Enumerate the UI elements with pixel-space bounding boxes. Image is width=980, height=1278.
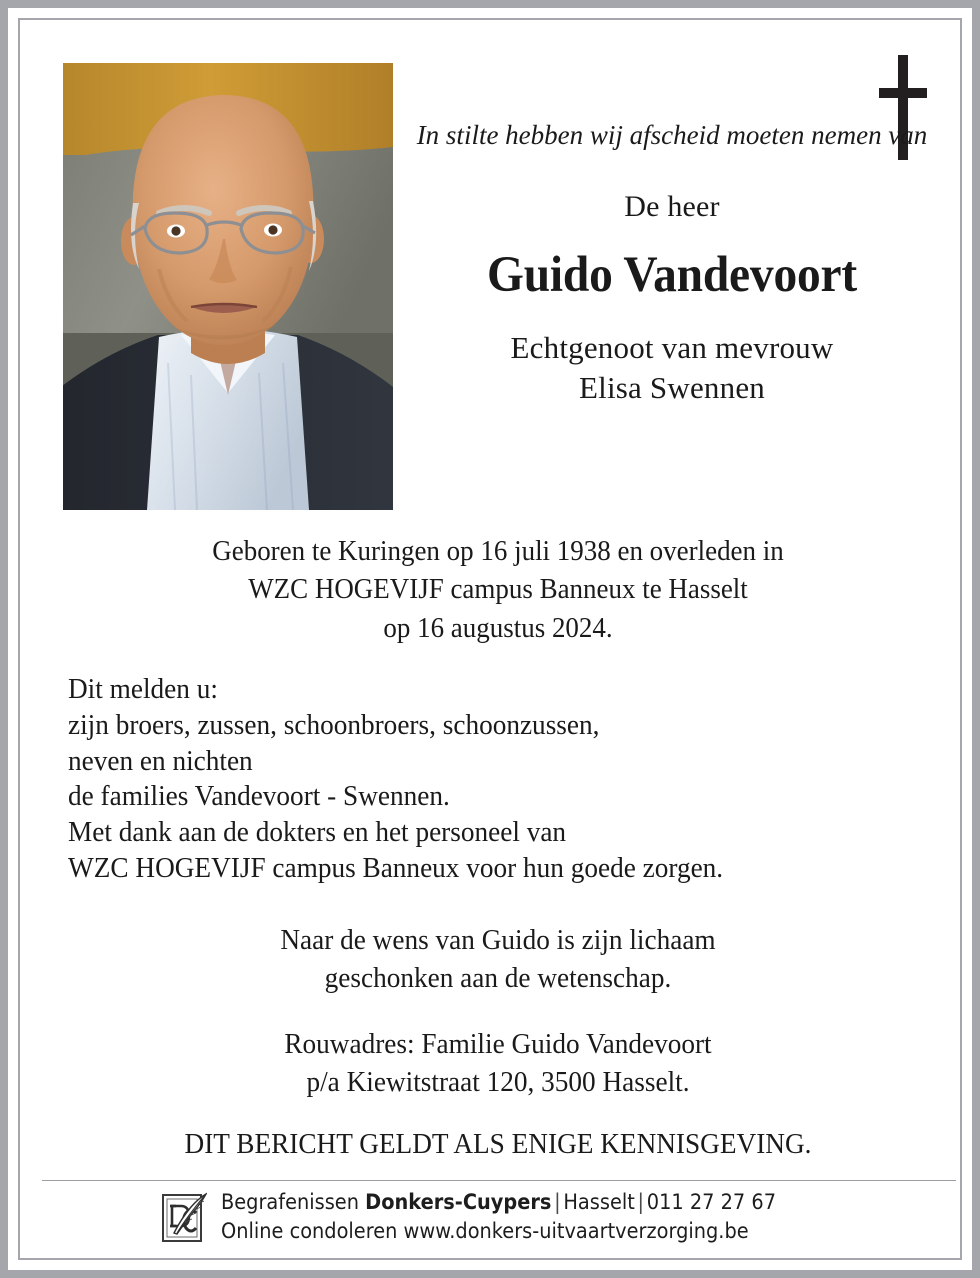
address-line-2: p/a Kiewitstraat 120, 3500 Hasselt. <box>306 1065 690 1098</box>
spouse-info <box>408 328 936 407</box>
header-text-column <box>408 63 936 407</box>
sole-notice-statement: DIT BERICHT GELDT ALS ENIGE KENNISGEVING. <box>184 1128 812 1160</box>
birth-death-details <box>91 532 906 647</box>
honorific: De heer <box>624 189 720 223</box>
announcement-line: de families Vandevoort - Swennen. <box>68 780 450 813</box>
address-line-1: Rouwadres: Familie Guido Vandevoort <box>284 1028 712 1060</box>
footer-line-1 <box>221 1189 776 1218</box>
spouse-line-1: Echtgenoot van mevrouw <box>510 329 834 365</box>
birth-death-line-1: Geboren te Kuringen op 16 juli 1938 en overleden in <box>212 535 784 567</box>
birth-death-line-2: WZC HOGEVIJF campus Banneux te Hasselt <box>248 573 748 606</box>
donkers-cuypers-quill-logo-icon <box>161 1189 207 1247</box>
footer-line-2: Online condoleren www.donkers-uitvaartverzorging.be <box>220 1219 749 1244</box>
spouse-line-2: Elisa Swennen <box>579 369 765 405</box>
intro-line: In stilte hebben wij afscheid moeten nemen van <box>416 120 928 150</box>
footer-text <box>221 1189 776 1247</box>
footer-separator: | <box>553 1190 561 1216</box>
footer-city: Hasselt <box>563 1190 635 1216</box>
card-content <box>8 8 972 1270</box>
announcement-block <box>68 672 895 887</box>
wish-line-2: geschonken aan de wetenschap. <box>324 961 672 994</box>
announcement-line: Dit melden u: <box>68 673 218 705</box>
announcement-line: zijn broers, zussen, schoonbroers, schoonzussen, <box>68 708 600 741</box>
announcement-line: neven en nichten <box>68 744 253 777</box>
logo-artwork <box>161 1189 207 1247</box>
footer-divider <box>42 1180 956 1181</box>
deceased-name: Guido Vandevoort <box>487 246 857 303</box>
footer-separator: | <box>637 1190 644 1216</box>
wish-line-1: Naar de wens van Guido is zijn lichaam <box>280 924 716 956</box>
announcement-line: Met dank aan de dokters en het personeel van <box>68 816 567 849</box>
portrait-illustration <box>63 63 393 510</box>
announcement-line: WZC HOGEVIJF campus Banneux voor hun goede zorgen. <box>68 852 724 885</box>
birth-death-line-3: op 16 augustus 2024. <box>383 611 613 644</box>
footer <box>42 1189 956 1247</box>
footer-phone: 011 27 27 67 <box>646 1190 776 1216</box>
footer-prefix: Begrafenissen <box>220 1190 365 1216</box>
body-donation-wish <box>86 922 909 997</box>
portrait-photo <box>63 63 393 510</box>
mourning-address <box>86 1026 909 1101</box>
footer-company-name: Donkers-Cuypers <box>364 1190 552 1216</box>
